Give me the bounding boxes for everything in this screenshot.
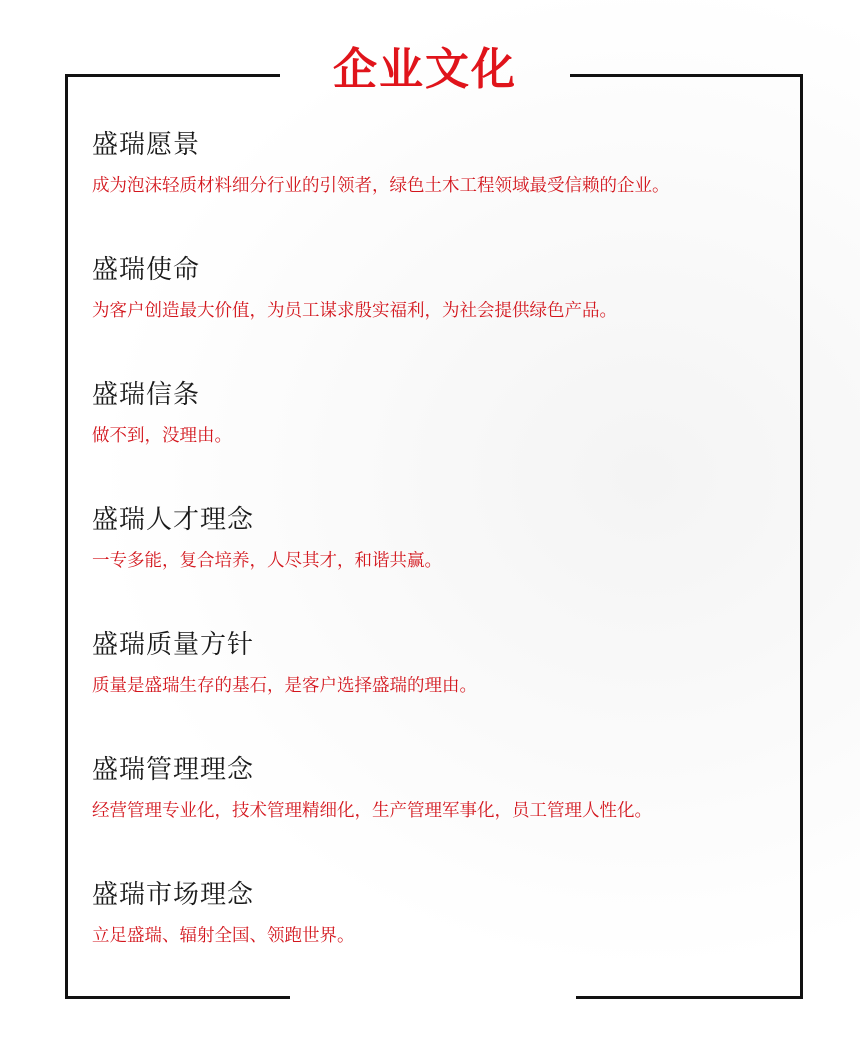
section-talent-philosophy	[92, 502, 792, 627]
frame-top-right-line	[570, 74, 803, 77]
section-text: 一专多能，复合培养，人尽其才，和谐共赢。	[92, 551, 442, 571]
section-heading: 盛瑞使命	[92, 255, 201, 285]
section-text: 质量是盛瑞生存的基石，是客户选择盛瑞的理由。	[92, 676, 477, 696]
section-management-philosophy	[92, 752, 792, 877]
frame-right-line	[800, 74, 803, 999]
frame-left-line	[65, 74, 68, 999]
frame-top-left-line	[65, 74, 280, 77]
section-text: 经营管理专业化，技术管理精细化，生产管理军事化，员工管理人性化。	[92, 801, 652, 821]
page-title: 企业文化	[333, 44, 517, 95]
section-vision	[92, 127, 792, 252]
section-creed	[92, 377, 792, 502]
section-text: 立足盛瑞、辐射全国、领跑世界。	[92, 926, 355, 946]
section-heading: 盛瑞愿景	[92, 130, 201, 160]
section-mission	[92, 252, 792, 377]
section-text: 成为泡沫轻质材料细分行业的引领者，绿色土木工程领域最受信赖的企业。	[92, 176, 670, 196]
section-heading: 盛瑞管理理念	[92, 755, 255, 785]
section-text: 做不到，没理由。	[92, 426, 232, 446]
culture-sections	[92, 127, 792, 1002]
section-heading: 盛瑞市场理念	[92, 880, 255, 910]
section-quality-policy	[92, 627, 792, 752]
section-market-philosophy	[92, 877, 792, 1002]
section-heading: 盛瑞质量方针	[92, 630, 255, 660]
section-heading: 盛瑞信条	[92, 380, 201, 410]
section-heading: 盛瑞人才理念	[92, 505, 255, 535]
section-text: 为客户创造最大价值，为员工谋求殷实福利，为社会提供绿色产品。	[92, 301, 617, 321]
